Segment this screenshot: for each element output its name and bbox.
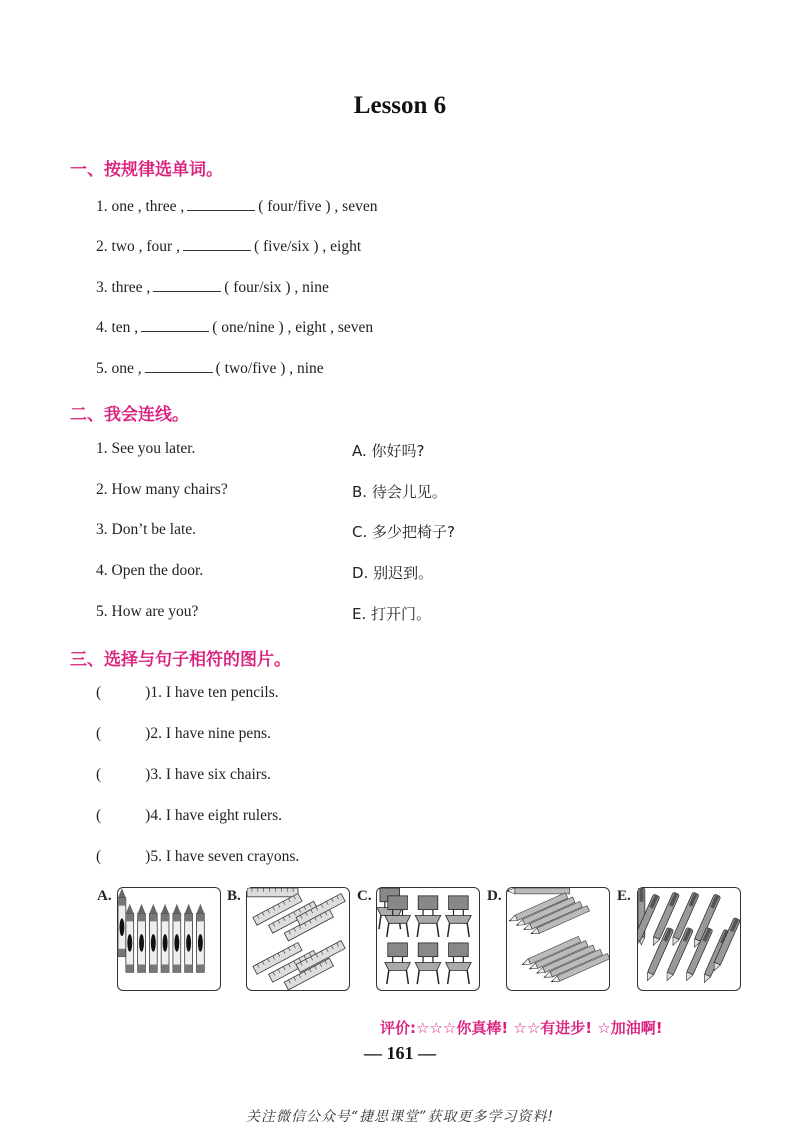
fill-item-3 xyxy=(96,277,329,297)
picture-label-b: B. xyxy=(227,888,241,904)
choice-text: 3. I have six chairs. xyxy=(150,766,271,783)
picture-label-a: A. xyxy=(97,888,112,904)
rulers-icon xyxy=(247,888,349,990)
picture-label-c: C. xyxy=(357,888,372,904)
fill-item-post: ( four/five ) , seven xyxy=(258,198,378,215)
answer-paren-open[interactable]: ( xyxy=(96,848,102,865)
choice-item-5 xyxy=(96,848,299,866)
page-title: Lesson 6 xyxy=(353,92,447,119)
section3-heading: 三、选择与句子相符的图片。 xyxy=(70,650,291,670)
picture-c-chairs[interactable] xyxy=(376,887,480,991)
choice-text: 1. I have ten pencils. xyxy=(150,684,279,701)
section2-heading: 二、我会连线。 xyxy=(70,405,189,425)
fill-item-post: ( five/six ) , eight xyxy=(253,238,362,255)
match-right-c[interactable]: C. 多少把椅子? xyxy=(352,523,455,541)
answer-paren-open[interactable]: ( xyxy=(96,725,102,742)
fill-item-post: ( one/nine ) , eight , seven xyxy=(212,319,374,336)
answer-paren-open[interactable]: ( xyxy=(96,766,102,783)
picture-b-rulers[interactable] xyxy=(246,887,350,991)
match-right-b[interactable]: B. 待会儿见。 xyxy=(352,483,447,501)
page-number: — 161 — xyxy=(364,1043,436,1063)
match-left-3[interactable]: 3. Don’t be late. xyxy=(96,521,197,538)
match-left-2[interactable]: 2. How many chairs? xyxy=(96,481,228,498)
match-left-1[interactable]: 1. See you later. xyxy=(96,440,196,457)
answer-blank[interactable] xyxy=(145,358,213,373)
answer-paren-open[interactable]: ( xyxy=(96,807,102,824)
answer-blank[interactable] xyxy=(153,277,221,292)
fill-item-pre: 1. one , three , xyxy=(96,198,185,215)
fill-item-post: ( four/six ) , nine xyxy=(224,279,329,296)
picture-a-crayons[interactable] xyxy=(117,887,221,991)
answer-blank[interactable] xyxy=(141,317,209,332)
picture-d-pencils[interactable] xyxy=(506,887,610,991)
fill-item-pre: 2. two , four , xyxy=(96,238,180,255)
answer-paren-close: ) xyxy=(145,766,151,783)
picture-label-e: E. xyxy=(617,888,631,904)
pens-icon xyxy=(638,888,740,990)
answer-blank[interactable] xyxy=(187,196,255,211)
answer-paren-close: ) xyxy=(145,684,151,701)
fill-item-pre: 5. one , xyxy=(96,360,142,377)
chairs-icon xyxy=(377,888,479,990)
fill-item-pre: 4. ten , xyxy=(96,319,139,336)
match-left-4[interactable]: 4. Open the door. xyxy=(96,562,204,579)
crayons-icon xyxy=(118,888,220,990)
match-right-d[interactable]: D. 别迟到。 xyxy=(352,564,434,582)
picture-e-pens[interactable] xyxy=(637,887,741,991)
choice-item-4 xyxy=(96,807,282,825)
fill-item-1 xyxy=(96,196,377,216)
fill-item-post: ( two/five ) , nine xyxy=(215,360,324,377)
answer-paren-close: ) xyxy=(145,725,151,742)
choice-item-1 xyxy=(96,684,279,702)
choice-item-2 xyxy=(96,725,271,743)
choice-text: 2. I have nine pens. xyxy=(150,725,271,742)
match-right-e[interactable]: E. 打开门。 xyxy=(352,605,432,623)
picture-label-d: D. xyxy=(487,888,502,904)
rating-line: 评价:☆☆☆你真棒! ☆☆有进步! ☆加油啊! xyxy=(380,1019,663,1037)
match-right-a[interactable]: A. 你好吗? xyxy=(352,442,425,460)
choice-text: 5. I have seven crayons. xyxy=(150,848,300,865)
answer-paren-close: ) xyxy=(145,807,151,824)
choice-text: 4. I have eight rulers. xyxy=(150,807,283,824)
fill-item-5 xyxy=(96,358,324,378)
match-left-5[interactable]: 5. How are you? xyxy=(96,603,199,620)
choice-item-3 xyxy=(96,766,271,784)
pencils-icon xyxy=(507,888,609,990)
answer-paren-close: ) xyxy=(145,848,151,865)
section1-heading: 一、按规律选单词。 xyxy=(70,160,223,180)
answer-paren-open[interactable]: ( xyxy=(96,684,102,701)
fill-item-pre: 3. three , xyxy=(96,279,151,296)
answer-blank[interactable] xyxy=(183,236,251,251)
fill-item-2 xyxy=(96,236,361,256)
footer-note: 关注微信公众号“捷思课堂”获取更多学习资料! xyxy=(246,1109,554,1125)
fill-item-4 xyxy=(96,317,373,337)
